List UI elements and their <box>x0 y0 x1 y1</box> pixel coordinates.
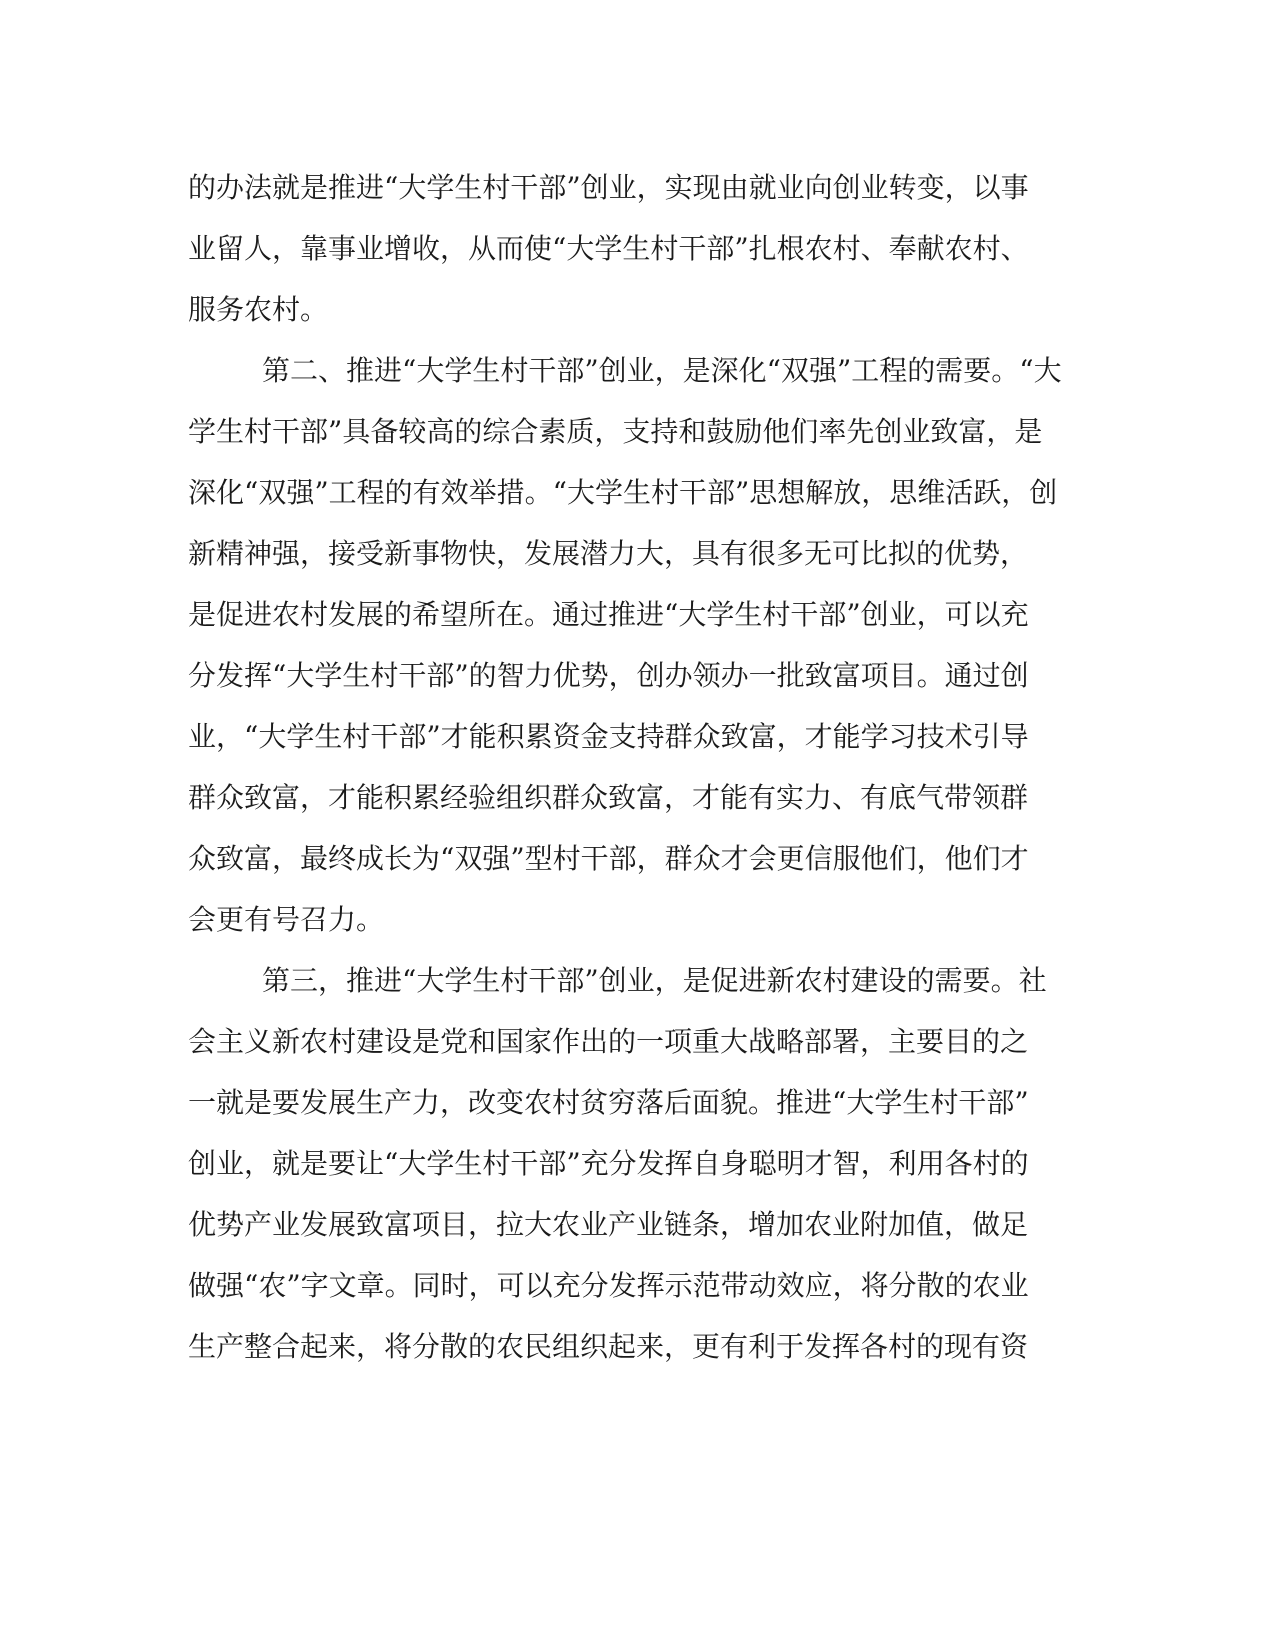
text-line: 学生村干部”具备较高的综合素质，支持和鼓励他们率先创业致富，是 <box>188 415 1043 448</box>
text-line: 业留人，靠事业增收，从而使“大学生村干部”扎根农村、奉献农村、 <box>188 232 1029 265</box>
text-line: 优势产业发展致富项目，拉大农业产业链条，增加农业附加值，做足 <box>188 1208 1029 1241</box>
text-line: 新精神强，接受新事物快，发展潜力大，具有很多无可比拟的优势， <box>188 537 1029 570</box>
paragraph-start-line: 第二、推进“大学生村干部”创业，是深化“双强”工程的需要。“大 <box>262 354 1062 387</box>
text-line: 服务农村。 <box>188 293 329 326</box>
text-line: 做强“农”字文章。同时，可以充分发挥示范带动效应，将分散的农业 <box>188 1269 1029 1302</box>
text-line: 群众致富，才能积累经验组织群众致富，才能有实力、有底气带领群 <box>188 781 1029 814</box>
text-line: 生产整合起来，将分散的农民组织起来，更有利于发挥各村的现有资 <box>188 1330 1029 1363</box>
text-line: 分发挥“大学生村干部”的智力优势，创办领办一批致富项目。通过创 <box>188 659 1029 692</box>
text-line: 会更有号召力。 <box>188 903 385 936</box>
text-line: 是促进农村发展的希望所在。通过推进“大学生村干部”创业，可以充 <box>188 598 1029 631</box>
text-line: 一就是要发展生产力，改变农村贫穷落后面貌。推进“大学生村干部” <box>188 1086 1029 1119</box>
text-line: 众致富，最终成长为“双强”型村干部，群众才会更信服他们，他们才 <box>188 842 1029 875</box>
paragraph-start-line: 第三，推进“大学生村干部”创业，是促进新农村建设的需要。社 <box>262 964 1047 997</box>
text-line: 会主义新农村建设是党和国家作出的一项重大战略部署，主要目的之 <box>188 1025 1029 1058</box>
text-line: 创业，就是要让“大学生村干部”充分发挥自身聪明才智，利用各村的 <box>188 1147 1029 1180</box>
text-line: 的办法就是推进“大学生村干部”创业，实现由就业向创业转变，以事 <box>188 171 1029 204</box>
text-line: 深化“双强”工程的有效举措。“大学生村干部”思想解放，思维活跃，创 <box>188 476 1058 509</box>
text-line: 业，“大学生村干部”才能积累资金支持群众致富，才能学习技术引导 <box>188 720 1029 753</box>
body-text <box>188 157 1088 1377</box>
